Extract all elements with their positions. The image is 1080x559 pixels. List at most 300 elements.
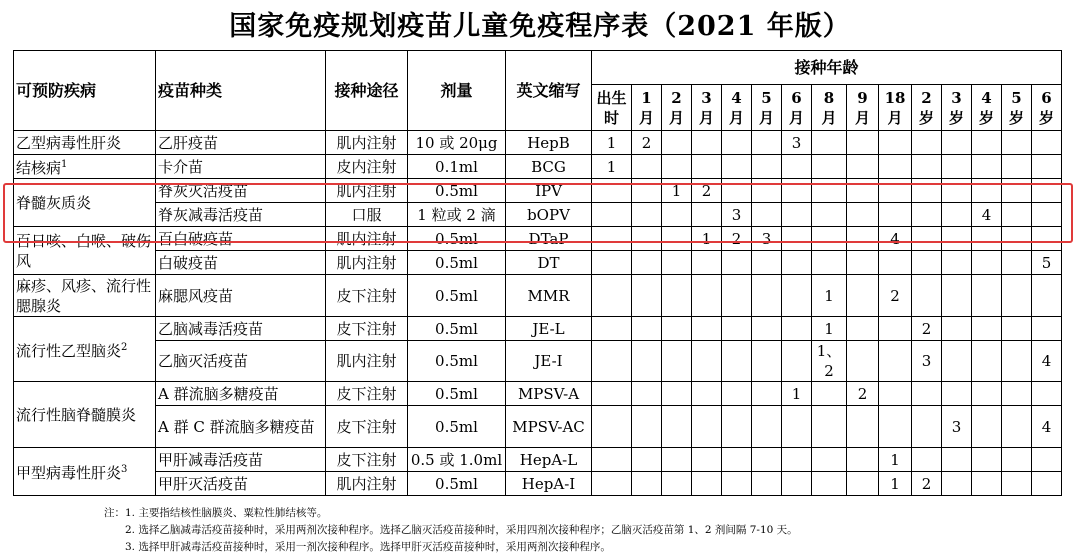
dose-number-cell	[592, 406, 632, 448]
dose-number-cell	[722, 317, 752, 341]
dose-number-cell	[632, 448, 662, 472]
dose-number-cell: 1	[812, 317, 847, 341]
dose-number-cell	[722, 155, 752, 179]
dose-number-cell: 1	[782, 382, 812, 406]
dose-number-cell	[942, 275, 972, 317]
dose-number-cell	[879, 382, 912, 406]
header-age-11: 3 岁	[942, 85, 972, 131]
header-age-9: 18 月	[879, 85, 912, 131]
dose-number-cell	[942, 131, 972, 155]
dose-number-cell	[972, 275, 1002, 317]
dose-number-cell	[692, 317, 722, 341]
dose-number-cell	[592, 317, 632, 341]
dose-number-cell	[942, 179, 972, 203]
dose-number-cell	[1002, 179, 1032, 203]
dose-number-cell: 4	[972, 203, 1002, 227]
table-row	[14, 131, 1062, 155]
dose-cell: 0.5ml	[408, 341, 506, 382]
dose-number-cell	[847, 155, 879, 179]
dose-number-cell	[722, 275, 752, 317]
table-row	[14, 275, 1062, 317]
dose-number-cell	[912, 227, 942, 251]
dose-number-cell	[972, 227, 1002, 251]
dose-number-cell	[1032, 227, 1062, 251]
dose-number-cell	[972, 155, 1002, 179]
dose-number-cell	[782, 341, 812, 382]
dose-number-cell: 1	[592, 131, 632, 155]
dose-number-cell	[812, 406, 847, 448]
dose-number-cell	[812, 227, 847, 251]
dose-number-cell	[1032, 203, 1062, 227]
dose-number-cell	[1032, 179, 1062, 203]
footnotes	[104, 505, 798, 556]
dose-number-cell	[972, 179, 1002, 203]
abbr-cell: DT	[506, 251, 592, 275]
dose-number-cell	[879, 317, 912, 341]
dose-number-cell	[722, 448, 752, 472]
dose-number-cell	[912, 131, 942, 155]
dose-number-cell	[592, 251, 632, 275]
abbr-cell: JE-I	[506, 341, 592, 382]
dose-number-cell	[972, 251, 1002, 275]
dose-cell: 0.5ml	[408, 179, 506, 203]
dose-number-cell	[847, 472, 879, 496]
dose-number-cell: 2	[692, 179, 722, 203]
dose-cell: 0.5ml	[408, 251, 506, 275]
dose-number-cell	[1002, 131, 1032, 155]
dose-number-cell	[879, 251, 912, 275]
dose-number-cell: 4	[1032, 341, 1062, 382]
dose-number-cell	[752, 251, 782, 275]
dose-number-cell	[752, 341, 782, 382]
table-row	[14, 227, 1062, 251]
dose-number-cell	[632, 251, 662, 275]
dose-number-cell	[752, 406, 782, 448]
dose-number-cell	[692, 382, 722, 406]
dose-number-cell	[1002, 227, 1032, 251]
header-age-5: 5 月	[752, 85, 782, 131]
header-age-12: 4 岁	[972, 85, 1002, 131]
header-dose: 剂量	[408, 51, 506, 131]
dose-cell: 10 或 20μg	[408, 131, 506, 155]
dose-number-cell	[1002, 155, 1032, 179]
dose-number-cell	[752, 131, 782, 155]
dose-number-cell	[782, 406, 812, 448]
dose-number-cell	[632, 275, 662, 317]
abbr-cell: DTaP	[506, 227, 592, 251]
dose-number-cell	[662, 227, 692, 251]
dose-number-cell	[752, 382, 782, 406]
dose-number-cell	[912, 155, 942, 179]
dose-cell: 0.5ml	[408, 275, 506, 317]
dose-number-cell	[812, 131, 847, 155]
vaccine-cell: A 群流脑多糖疫苗	[156, 382, 326, 406]
dose-number-cell	[879, 131, 912, 155]
header-age-8: 9 月	[847, 85, 879, 131]
abbr-cell: MPSV-A	[506, 382, 592, 406]
dose-number-cell	[1032, 382, 1062, 406]
table-row	[14, 203, 1062, 227]
dose-number-cell	[662, 406, 692, 448]
abbr-cell: HepA-I	[506, 472, 592, 496]
dose-number-cell	[782, 275, 812, 317]
dose-number-cell	[662, 472, 692, 496]
header-age-7: 8 月	[812, 85, 847, 131]
dose-number-cell	[942, 341, 972, 382]
dose-number-cell: 2	[722, 227, 752, 251]
dose-number-cell	[722, 131, 752, 155]
route-cell: 肌内注射	[326, 472, 408, 496]
dose-number-cell	[722, 251, 752, 275]
dose-number-cell: 5	[1032, 251, 1062, 275]
dose-number-cell	[912, 382, 942, 406]
dose-number-cell: 2	[912, 472, 942, 496]
dose-number-cell: 2	[912, 317, 942, 341]
header-age-10: 2 岁	[912, 85, 942, 131]
dose-number-cell: 3	[912, 341, 942, 382]
dose-number-cell	[752, 203, 782, 227]
dose-number-cell	[722, 341, 752, 382]
dose-number-cell	[1002, 317, 1032, 341]
dose-number-cell	[592, 179, 632, 203]
abbr-cell: HepA-L	[506, 448, 592, 472]
dose-number-cell	[662, 448, 692, 472]
disease-cell: 百日咳、白喉、破伤风	[14, 227, 156, 275]
header-age-14: 6 岁	[1032, 85, 1062, 131]
route-cell: 肌内注射	[326, 251, 408, 275]
dose-number-cell	[782, 155, 812, 179]
dose-number-cell	[662, 317, 692, 341]
dose-number-cell	[972, 131, 1002, 155]
vaccine-cell: 乙脑减毒活疫苗	[156, 317, 326, 341]
dose-number-cell	[879, 179, 912, 203]
dose-number-cell	[812, 251, 847, 275]
dose-number-cell	[662, 251, 692, 275]
dose-number-cell	[972, 472, 1002, 496]
dose-number-cell	[632, 227, 662, 251]
dose-number-cell	[692, 251, 722, 275]
dose-number-cell	[1002, 203, 1032, 227]
table-row	[14, 317, 1062, 341]
dose-number-cell	[722, 472, 752, 496]
abbr-cell: BCG	[506, 155, 592, 179]
dose-number-cell	[752, 317, 782, 341]
vaccine-cell: 脊灰灭活疫苗	[156, 179, 326, 203]
dose-number-cell	[752, 448, 782, 472]
header-disease: 可预防疾病	[14, 51, 156, 131]
vaccine-cell: 白破疫苗	[156, 251, 326, 275]
dose-number-cell: 4	[1032, 406, 1062, 448]
dose-number-cell	[812, 179, 847, 203]
footnote-marker: 2	[121, 341, 128, 353]
header-age-4: 4 月	[722, 85, 752, 131]
dose-number-cell	[879, 406, 912, 448]
dose-number-cell	[782, 448, 812, 472]
dose-number-cell: 1	[879, 472, 912, 496]
dose-number-cell	[662, 382, 692, 406]
header-age-2: 2 月	[662, 85, 692, 131]
route-cell: 皮下注射	[326, 317, 408, 341]
dose-cell: 0.5ml	[408, 382, 506, 406]
dose-number-cell: 1	[812, 275, 847, 317]
dose-number-cell	[942, 317, 972, 341]
dose-number-cell	[782, 317, 812, 341]
dose-number-cell	[942, 251, 972, 275]
dose-number-cell	[632, 317, 662, 341]
table-row	[14, 448, 1062, 472]
dose-number-cell	[752, 179, 782, 203]
dose-number-cell	[942, 382, 972, 406]
dose-number-cell	[692, 155, 722, 179]
route-cell: 肌内注射	[326, 179, 408, 203]
abbr-cell: JE-L	[506, 317, 592, 341]
dose-number-cell	[592, 341, 632, 382]
dose-number-cell	[812, 472, 847, 496]
dose-number-cell: 1	[879, 448, 912, 472]
dose-number-cell	[752, 472, 782, 496]
table-row	[14, 341, 1062, 382]
dose-number-cell	[1002, 382, 1032, 406]
dose-number-cell	[1002, 341, 1032, 382]
dose-number-cell: 3	[722, 203, 752, 227]
dose-number-cell	[752, 155, 782, 179]
dose-number-cell: 2	[632, 131, 662, 155]
dose-number-cell	[942, 155, 972, 179]
dose-number-cell	[592, 275, 632, 317]
dose-number-cell	[847, 341, 879, 382]
dose-number-cell	[879, 341, 912, 382]
dose-number-cell	[662, 155, 692, 179]
dose-number-cell	[942, 227, 972, 251]
disease-cell: 脊髓灰质炎	[14, 179, 156, 227]
dose-number-cell	[912, 406, 942, 448]
vaccine-cell: 乙脑灭活疫苗	[156, 341, 326, 382]
disease-cell: 流行性脑脊髓膜炎	[14, 382, 156, 448]
dose-number-cell	[912, 179, 942, 203]
dose-cell: 0.5ml	[408, 227, 506, 251]
dose-number-cell	[847, 448, 879, 472]
dose-number-cell	[847, 317, 879, 341]
dose-number-cell	[782, 203, 812, 227]
dose-number-cell: 2	[847, 382, 879, 406]
dose-number-cell	[972, 341, 1002, 382]
dose-cell: 0.1ml	[408, 155, 506, 179]
dose-number-cell	[942, 472, 972, 496]
dose-number-cell	[1002, 448, 1032, 472]
footnote-marker: 1	[61, 159, 68, 170]
dose-number-cell	[1032, 275, 1062, 317]
dose-number-cell	[722, 406, 752, 448]
dose-number-cell	[632, 406, 662, 448]
dose-number-cell	[812, 203, 847, 227]
dose-number-cell	[692, 472, 722, 496]
dose-number-cell	[692, 203, 722, 227]
route-cell: 皮内注射	[326, 155, 408, 179]
dose-number-cell	[592, 472, 632, 496]
dose-number-cell	[812, 155, 847, 179]
header-abbr: 英文缩写	[506, 51, 592, 131]
dose-number-cell	[722, 179, 752, 203]
abbr-cell: IPV	[506, 179, 592, 203]
footnote-2: 2. 选择乙脑减毒活疫苗接种时，采用两剂次接种程序。选择乙脑灭活疫苗接种时，采用四剂次接种程序；乙脑灭活疫苗第 1、2 剂间隔 7-10 天。	[125, 524, 798, 536]
footnote-1: 注：1. 主要指结核性脑膜炎、粟粒性肺结核等。	[104, 507, 328, 519]
route-cell: 皮下注射	[326, 448, 408, 472]
header-age-3: 3 月	[692, 85, 722, 131]
dose-number-cell	[879, 203, 912, 227]
abbr-cell: MMR	[506, 275, 592, 317]
dose-number-cell	[722, 382, 752, 406]
dose-number-cell	[1002, 275, 1032, 317]
dose-number-cell	[847, 406, 879, 448]
dose-number-cell: 3	[782, 131, 812, 155]
dose-number-cell	[662, 341, 692, 382]
dose-number-cell	[847, 251, 879, 275]
immunization-schedule-table	[13, 50, 1062, 496]
dose-number-cell	[847, 131, 879, 155]
disease-cell: 流行性乙型脑炎$^2$	[14, 317, 156, 382]
header-age-13: 5 岁	[1002, 85, 1032, 131]
route-cell: 肌内注射	[326, 227, 408, 251]
vaccine-cell: 甲肝减毒活疫苗	[156, 448, 326, 472]
header-vaccine: 疫苗种类	[156, 51, 326, 131]
header-age-6: 6 月	[782, 85, 812, 131]
dose-number-cell: 4	[879, 227, 912, 251]
dose-number-cell	[592, 448, 632, 472]
dose-number-cell	[912, 203, 942, 227]
abbr-cell: bOPV	[506, 203, 592, 227]
dose-number-cell	[632, 179, 662, 203]
dose-number-cell	[782, 227, 812, 251]
footnote-3: 3. 选择甲肝减毒活疫苗接种时，采用一剂次接种程序。选择甲肝灭活疫苗接种时，采用两剂次接种程序。	[125, 541, 611, 553]
dose-number-cell	[662, 275, 692, 317]
footnote-marker: 3	[121, 464, 128, 475]
header-age-group: 接种年龄	[592, 51, 1062, 85]
dose-number-cell	[662, 203, 692, 227]
dose-number-cell	[592, 382, 632, 406]
header-route: 接种途径	[326, 51, 408, 131]
dose-number-cell	[1032, 448, 1062, 472]
dose-number-cell	[912, 448, 942, 472]
dose-number-cell	[782, 251, 812, 275]
dose-number-cell	[847, 179, 879, 203]
table-row	[14, 251, 1062, 275]
vaccine-cell: 甲肝灭活疫苗	[156, 472, 326, 496]
disease-cell: 甲型病毒性肝炎$^3$	[14, 448, 156, 496]
dose-number-cell	[847, 203, 879, 227]
disease-cell: 乙型病毒性肝炎	[14, 131, 156, 155]
dose-number-cell	[942, 448, 972, 472]
dose-number-cell	[912, 251, 942, 275]
header-age-0: 出生 时	[592, 85, 632, 131]
dose-number-cell	[1032, 472, 1062, 496]
disease-cell: 麻疹、风疹、流行性腮腺炎	[14, 275, 156, 317]
vaccine-cell: 脊灰减毒活疫苗	[156, 203, 326, 227]
route-cell: 肌内注射	[326, 341, 408, 382]
vaccine-cell: 麻腮风疫苗	[156, 275, 326, 317]
table-row	[14, 406, 1062, 448]
dose-number-cell	[632, 341, 662, 382]
vaccine-cell: 乙肝疫苗	[156, 131, 326, 155]
dose-number-cell	[632, 203, 662, 227]
dose-number-cell	[692, 406, 722, 448]
route-cell: 肌内注射	[326, 131, 408, 155]
dose-number-cell	[692, 131, 722, 155]
dose-cell: 0.5ml	[408, 406, 506, 448]
vaccine-cell: 卡介苗	[156, 155, 326, 179]
dose-number-cell	[812, 448, 847, 472]
page-title: 国家免疫规划疫苗儿童免疫程序表（2021 年版）	[229, 11, 851, 42]
dose-number-cell	[662, 131, 692, 155]
dose-number-cell: 1	[592, 155, 632, 179]
table-row	[14, 155, 1062, 179]
vaccine-cell: 百白破疫苗	[156, 227, 326, 251]
dose-number-cell	[592, 227, 632, 251]
dose-number-cell	[632, 155, 662, 179]
dose-number-cell	[692, 448, 722, 472]
dose-number-cell	[972, 317, 1002, 341]
dose-number-cell	[1032, 131, 1062, 155]
dose-number-cell	[1002, 472, 1032, 496]
disease-cell: 结核病$^1$	[14, 155, 156, 179]
dose-number-cell: 1	[692, 227, 722, 251]
dose-cell: 1 粒或 2 滴	[408, 203, 506, 227]
header-age-1: 1 月	[632, 85, 662, 131]
table-row	[14, 382, 1062, 406]
dose-number-cell: 2	[879, 275, 912, 317]
table-row	[14, 179, 1062, 203]
dose-number-cell	[632, 472, 662, 496]
abbr-cell: HepB	[506, 131, 592, 155]
dose-number-cell: 3	[752, 227, 782, 251]
footnote-prefix: 注：	[104, 507, 125, 519]
dose-number-cell	[972, 448, 1002, 472]
dose-number-cell	[1032, 155, 1062, 179]
dose-number-cell	[1002, 406, 1032, 448]
table-row	[14, 472, 1062, 496]
dose-cell: 0.5ml	[408, 472, 506, 496]
dose-number-cell: 1、2	[812, 341, 847, 382]
dose-number-cell	[692, 341, 722, 382]
dose-number-cell	[847, 227, 879, 251]
abbr-cell: MPSV-AC	[506, 406, 592, 448]
route-cell: 皮下注射	[326, 382, 408, 406]
dose-number-cell	[752, 275, 782, 317]
dose-number-cell	[632, 382, 662, 406]
vaccine-cell: A 群 C 群流脑多糖疫苗	[156, 406, 326, 448]
dose-number-cell: 3	[942, 406, 972, 448]
header-row-1	[14, 51, 1062, 85]
route-cell: 皮下注射	[326, 406, 408, 448]
dose-number-cell: 1	[662, 179, 692, 203]
dose-number-cell	[879, 155, 912, 179]
dose-number-cell	[1032, 317, 1062, 341]
dose-number-cell	[692, 275, 722, 317]
dose-number-cell	[782, 472, 812, 496]
dose-number-cell	[847, 275, 879, 317]
dose-number-cell	[942, 203, 972, 227]
dose-number-cell	[812, 382, 847, 406]
route-cell: 口服	[326, 203, 408, 227]
dose-number-cell	[1002, 251, 1032, 275]
dose-cell: 0.5 或 1.0ml	[408, 448, 506, 472]
dose-number-cell	[592, 203, 632, 227]
dose-cell: 0.5ml	[408, 317, 506, 341]
dose-number-cell	[972, 406, 1002, 448]
route-cell: 皮下注射	[326, 275, 408, 317]
dose-number-cell	[912, 275, 942, 317]
dose-number-cell	[782, 179, 812, 203]
dose-number-cell	[972, 382, 1002, 406]
